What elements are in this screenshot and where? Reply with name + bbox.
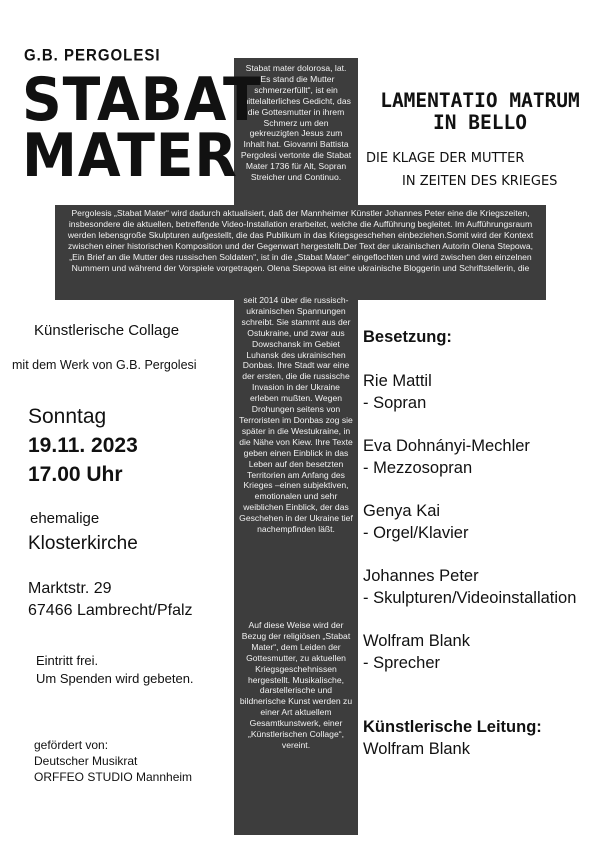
- cast-role: - Mezzosopran: [363, 459, 473, 477]
- event-time: 17.00 Uhr: [28, 463, 123, 486]
- with-work-label: mit dem Werk von G.B. Pergolesi: [12, 358, 197, 372]
- cast-role: - Skulpturen/Videoinstallation: [363, 589, 577, 607]
- sponsor-2: ORFFEO STUDIO Mannheim: [34, 770, 193, 784]
- main-title: [22, 65, 262, 191]
- venue-street: Marktstr. 29: [28, 580, 112, 597]
- direction-heading: Künstlerische Leitung:: [363, 718, 542, 736]
- venue-prefix: ehemalige: [30, 510, 100, 527]
- venue-city: 67466 Lambrecht/Pfalz: [28, 602, 193, 619]
- cast-name: Rie Mattil: [363, 372, 432, 390]
- cast-role: - Sopran: [363, 394, 427, 412]
- event-day: Sonntag: [28, 405, 107, 428]
- sponsor-1: Deutscher Musikrat: [34, 754, 138, 768]
- cross-bottom-text: Auf diese Weise wird der Bezug der religiösen „Stabat Mater“, dem Leiden der Gottesmutter, zu aktuellen Kriegsgeschehnissen hergestellt. Musikalische, darstellerische und bildnerische Kunst werden zu einer Art aktuellem Gesamtkunstwerk, einer „Künstlerischen Collage“, vereint.: [239, 620, 353, 750]
- subtitle-line-1: DIE KLAGE DER MUTTER: [366, 151, 525, 166]
- collage-label: Künstlerische Collage: [34, 322, 180, 339]
- lamentatio-title: [365, 90, 595, 134]
- cast-role: - Sprecher: [363, 654, 441, 672]
- venue-name: Klosterkirche: [28, 533, 138, 554]
- sponsor-label: gefördert von:: [34, 738, 109, 752]
- cross-lower-text: seit 2014 über die russisch-ukrainischen Spannungen schreibt. Sie stammt aus der Ostukraine, und zwar aus Dowschansk im Gebiet Luhansk des ukrainischen Donbas. Ihre Stadt war eine der ersten, die die russische Invasion in der Ukraine erleben mußten. Wegen Drohungen seitens von Terroristen im Donbas zog sie später in die Westukraine, in die Nähe von Kiew. Ihre Texte geben einen Einblick in das Leben auf den besetzten Territorien am Anfang des Krieges –einen subjektiven, emotionalen und sehr weiblichen Einblick, der das Geschehen in der Ukraine tief nachempfinden läßt.: [239, 295, 353, 535]
- event-date: 19.11. 2023: [28, 434, 138, 457]
- cross-bar-text: Pergolesis „Stabat Mater“ wird dadurch aktualisiert, daß der Mannheimer Künstler Johannes Peter eine die Kriegszeiten, insbesondere die aktuellen, betreffende Video-Installation erarbeitet, welche die Aufführung begleitet. Im Aufführungsraum werden lebensgroße Skulpturen aufgestellt, die das Publikum in das Kriegsgeschehen einbeziehen.Somit wird der Kontext zwischen einer historischen Komposition und der Gegenwart hergestellt.Der Text der ukrainischen Autorin Olena Stepowa, „Ein Brief an die Mutter des russischen Soldaten“, ist in die „Stabat Mater“ eingeflochten und wird zwischen den einzelnen Nummern und während der Vorspiele vorgetragen. Olena Stepowa ist eine ukrainische Bloggerin und Schriftstellerin, die: [67, 208, 534, 273]
- cast-member: [363, 500, 468, 544]
- cast-name: Genya Kai: [363, 502, 441, 520]
- cast-member: [363, 630, 470, 674]
- composer-name: G.B. PERGOLESI: [24, 46, 161, 65]
- cross-top-text: Stabat mater dolorosa, lat. „Es stand die Mutter schmerzerfüllt“, ist ein mittelalterliches Gedicht, das die Gottesmutter in ihrem Schmerz um den gekreuzigten Jesus zum Inhalt hat. Giovanni Battista Pergolesi vertonte die Stabat Mater 1736 für Alt, Sopran Streicher und Continuo.: [240, 63, 352, 183]
- cast-member: [363, 565, 576, 609]
- cast-name: Wolfram Blank: [363, 632, 470, 650]
- direction-name: Wolfram Blank: [363, 740, 470, 758]
- lamentatio-line-1: LAMENTATIO MATRUM: [380, 89, 580, 112]
- entry-free: Eintritt frei.: [36, 653, 99, 668]
- title-line-1: STABAT: [22, 65, 262, 135]
- cast-member: [363, 370, 432, 414]
- entry-donation: Um Spenden wird gebeten.: [36, 671, 194, 686]
- title-line-2: MATER: [22, 121, 238, 191]
- cast-member: [363, 435, 530, 479]
- cast-name: Eva Dohnányi-Mechler: [363, 437, 530, 455]
- lamentatio-line-2: IN BELLO: [433, 111, 527, 134]
- subtitle-line-2: IN ZEITEN DES KRIEGES: [402, 174, 558, 189]
- cast-role: - Orgel/Klavier: [363, 524, 469, 542]
- cast-name: Johannes Peter: [363, 567, 479, 585]
- cast-heading: Besetzung:: [363, 328, 452, 346]
